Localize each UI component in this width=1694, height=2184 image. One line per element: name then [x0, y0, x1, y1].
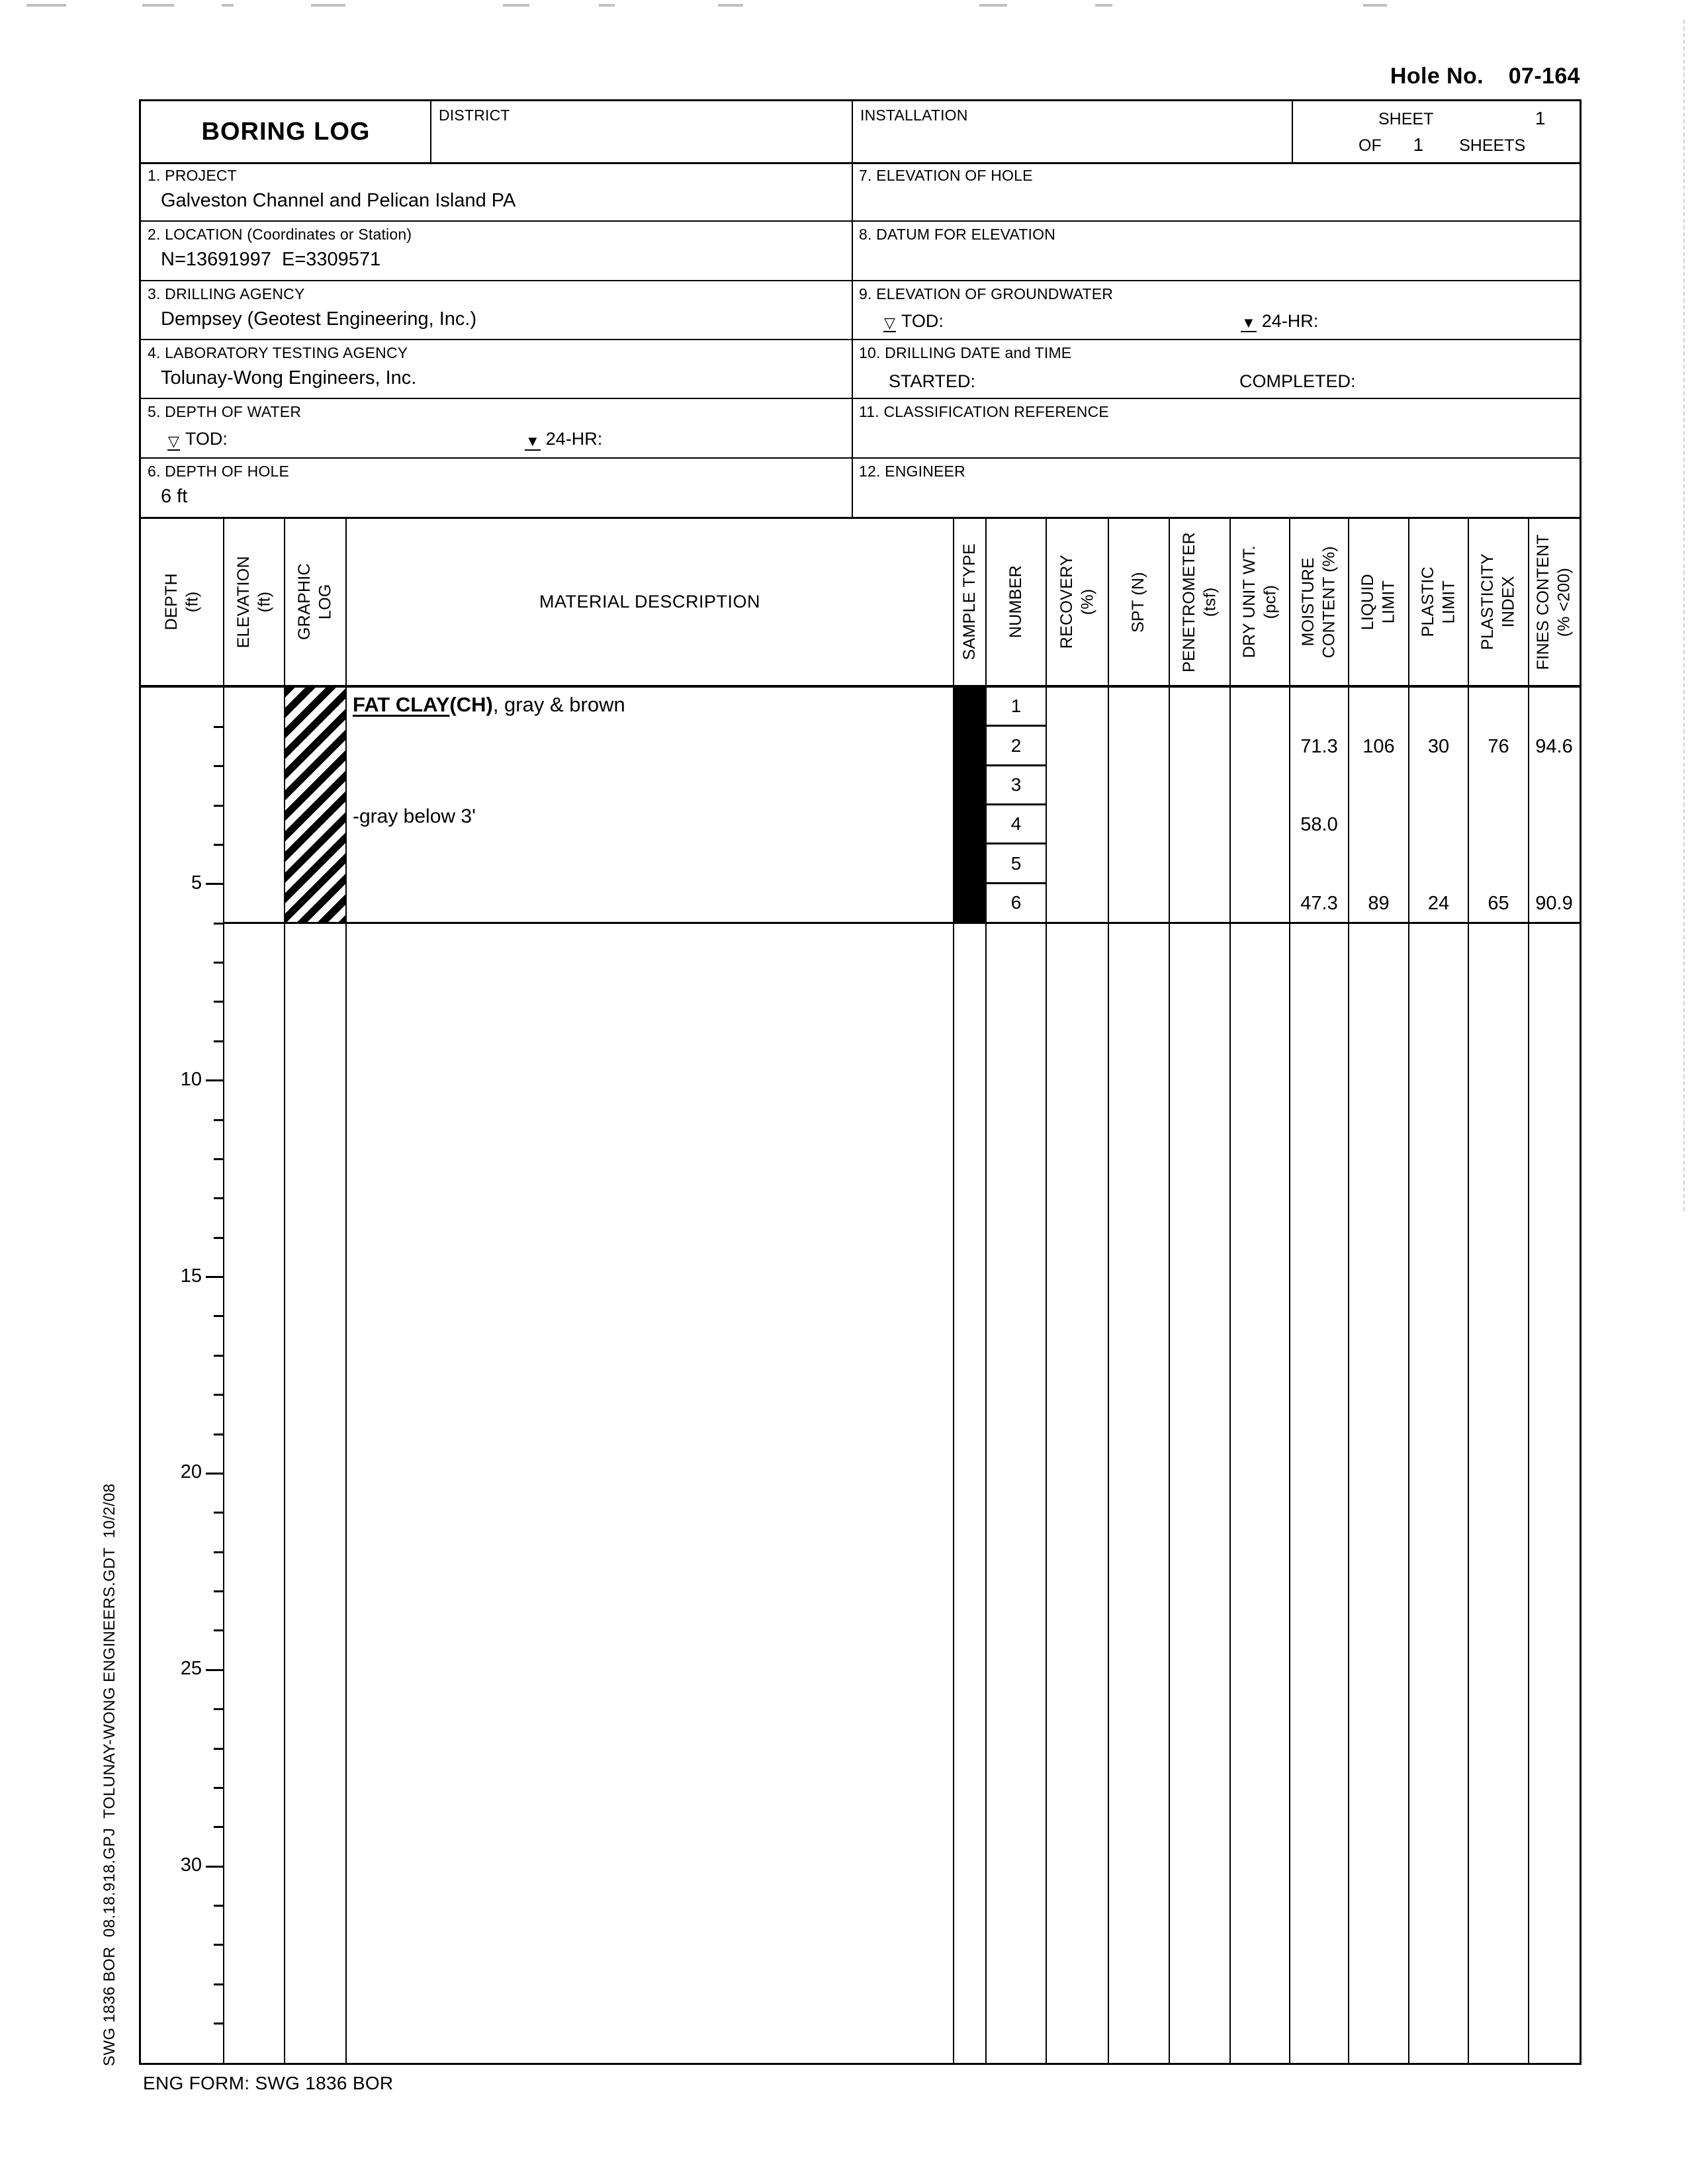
column-header-liquid — [1349, 517, 1409, 687]
column-rule — [1468, 688, 1469, 2063]
scan-noise-dash — [311, 4, 345, 7]
column-rule — [953, 688, 954, 2063]
column-rule — [345, 688, 347, 2063]
field-row — [141, 221, 852, 280]
depth-label: 10 — [180, 1068, 202, 1090]
column-header-line: LIQUID — [1359, 573, 1378, 631]
depth-minor-tick — [214, 1237, 224, 1239]
depth-minor-tick — [214, 1119, 224, 1121]
hr24-water-mark — [525, 429, 602, 450]
depth-minor-tick — [214, 2023, 224, 2025]
district-field: DISTRICT — [439, 107, 510, 124]
field-row-rule — [141, 339, 852, 340]
column-header-fines — [1529, 517, 1580, 687]
column-rule — [985, 517, 987, 687]
divider — [1292, 101, 1293, 162]
field-row-rule — [852, 457, 1580, 459]
scan-noise-dash — [599, 4, 615, 7]
column-rule — [1108, 688, 1109, 2063]
graphic-log-hatch — [285, 688, 346, 923]
sheet-value: 1 — [1535, 108, 1546, 128]
column-rule — [1289, 517, 1290, 687]
depth-minor-tick — [214, 805, 224, 807]
hole-number-value: 07-164 — [1508, 64, 1580, 89]
depth-minor-tick — [214, 1826, 224, 1828]
column-header-line: SPT (N) — [1129, 571, 1148, 633]
column-header-recovery — [1046, 517, 1108, 687]
depth-minor-tick — [214, 1394, 224, 1396]
form-title — [141, 101, 431, 162]
column-rule — [1229, 517, 1231, 687]
scan-noise-dash — [1363, 4, 1387, 7]
sample-number-cell: 2 — [986, 727, 1046, 766]
column-header-line: (pcf) — [1261, 584, 1279, 619]
material-description-segment: (CH) — [449, 693, 493, 716]
field-label: 2. LOCATION (Coordinates or Station) — [148, 226, 412, 244]
depth-minor-tick — [214, 1944, 224, 1946]
field-row — [141, 398, 852, 457]
sheet-of-label: OF — [1359, 136, 1382, 155]
column-rule — [985, 688, 987, 2063]
field-label: 5. DEPTH OF WATER — [148, 403, 302, 421]
field-row — [141, 340, 852, 398]
column-header-text — [294, 563, 336, 640]
column-header-line: ELEVATION — [234, 555, 253, 649]
started-label: STARTED: — [889, 371, 976, 391]
column-rule — [1108, 517, 1109, 687]
column-header-line: MOISTURE — [1299, 557, 1318, 647]
tod-water-mark-label: TOD: — [185, 429, 228, 449]
field-label: 7. ELEVATION OF HOLE — [859, 167, 1033, 184]
form-title-text: BORING LOG — [201, 117, 371, 146]
scan-edge-artifact — [1683, 20, 1685, 1211]
column-rule — [1348, 688, 1349, 2063]
scan-noise-dash — [979, 4, 1007, 7]
column-header-line: GRAPHIC — [295, 563, 314, 641]
field-row-rule — [852, 339, 1580, 340]
column-header-text — [1298, 546, 1340, 659]
material-description-note: -gray below 3' — [353, 805, 476, 827]
sample-number-cell: 4 — [986, 805, 1046, 844]
column-header-number — [986, 517, 1046, 687]
sheets-label: SHEETS — [1459, 136, 1526, 155]
hole-number — [1390, 64, 1580, 89]
column-header-depth — [141, 517, 224, 687]
depth-label: 25 — [180, 1658, 202, 1680]
completed-label: COMPLETED: — [1239, 371, 1356, 391]
column-header-text — [1239, 545, 1281, 658]
depth-minor-tick — [214, 923, 224, 925]
column-header-line: DRY UNIT WT. — [1239, 545, 1259, 659]
depth-minor-tick — [214, 1355, 224, 1357]
column-header-line: NUMBER — [1006, 565, 1025, 639]
depth-label: 20 — [180, 1461, 202, 1483]
sample-number-cell: 6 — [1010, 892, 1022, 913]
field-row — [141, 162, 852, 221]
lab-value-plastic: 30 — [1427, 735, 1450, 757]
column-header-line: INDEX — [1499, 576, 1518, 628]
depth-minor-tick — [214, 844, 224, 846]
tod-water-mark — [883, 311, 944, 332]
field-label: 6. DEPTH OF HOLE — [148, 462, 290, 480]
depth-minor-tick — [214, 1512, 224, 1514]
column-rule — [1046, 688, 1047, 2063]
column-header-text — [1418, 567, 1460, 637]
field-row — [852, 398, 1580, 457]
column-rule — [223, 517, 224, 687]
tod-water-mark — [167, 429, 228, 450]
scan-noise-dash — [1095, 4, 1112, 7]
depth-minor-tick — [214, 1551, 224, 1553]
sheets-total-value: 1 — [1413, 134, 1424, 155]
lab-value-plasticity: 65 — [1488, 893, 1509, 915]
field-row — [852, 221, 1580, 280]
column-header-plasticity — [1468, 517, 1529, 687]
field-label: 8. DATUM FOR ELEVATION — [859, 226, 1056, 244]
right-field-column — [852, 162, 1580, 517]
column-rule — [1528, 517, 1529, 687]
column-rule — [1348, 517, 1349, 687]
depth-major-tick — [206, 883, 224, 885]
depth-major-tick — [206, 1866, 224, 1868]
depth-minor-tick — [214, 1315, 224, 1317]
left-field-column — [141, 162, 852, 517]
field-value: Dempsey (Geotest Engineering, Inc.) — [161, 308, 477, 330]
depth-major-tick — [206, 1276, 224, 1278]
stratum-bottom-line — [224, 922, 1580, 924]
column-header-line: LIMIT — [1439, 580, 1458, 624]
log-table-header — [141, 517, 1580, 687]
column-header-text — [161, 573, 203, 630]
column-header-line: (ft) — [183, 591, 202, 613]
lab-value-liquid: 89 — [1368, 893, 1390, 915]
scan-noise-dash — [222, 4, 234, 7]
column-header-sample-type — [954, 517, 986, 687]
column-header-text — [1006, 565, 1026, 638]
column-header-text — [1358, 574, 1400, 630]
column-header-text — [1478, 553, 1519, 650]
material-description-segment: , gray & brown — [492, 693, 625, 716]
column-rule — [953, 517, 954, 687]
column-header-line: PLASTIC — [1418, 567, 1437, 637]
lab-value-fines: 90.9 — [1535, 893, 1573, 915]
column-header-line: LIMIT — [1379, 580, 1398, 624]
column-header-line: SAMPLE TYPE — [959, 543, 979, 660]
depth-minor-tick — [214, 1983, 224, 1985]
depth-label: 15 — [180, 1265, 202, 1287]
installation-field: INSTALLATION — [860, 107, 968, 124]
column-rule — [1528, 688, 1529, 2063]
field-value: Tolunay-Wong Engineers, Inc. — [161, 367, 417, 388]
column-header-plastic — [1409, 517, 1468, 687]
field-row-rule — [852, 220, 1580, 222]
field-label: 9. ELEVATION OF GROUNDWATER — [859, 285, 1114, 302]
tod-water-mark-label: TOD: — [901, 310, 944, 331]
column-header-graphic — [285, 517, 346, 687]
field-value: N=13691997 E=3309571 — [161, 249, 381, 271]
lab-value-plastic: 24 — [1427, 893, 1450, 915]
column-header-text — [234, 556, 275, 648]
field-label: 10. DRILLING DATE and TIME — [859, 344, 1072, 361]
field-row — [852, 340, 1580, 398]
column-rule — [1169, 688, 1170, 2063]
column-rule — [1408, 517, 1409, 687]
hr24-water-mark-symbol: ▼ — [525, 432, 540, 449]
depth-label: 30 — [180, 1854, 202, 1876]
hr24-water-mark-label: 24-HR: — [1261, 310, 1319, 331]
column-header-line: LOG — [316, 584, 335, 620]
depth-minor-tick — [214, 1158, 224, 1160]
column-header-text — [959, 543, 980, 660]
field-value: Galveston Channel and Pelican Island PA — [161, 190, 516, 211]
column-rule — [223, 688, 224, 2063]
column-header-text — [1533, 534, 1575, 670]
depth-minor-tick — [214, 1905, 224, 1907]
field-row-rule — [141, 220, 852, 222]
hr24-water-mark-symbol: ▼ — [1241, 314, 1256, 331]
column-header-text: MATERIAL DESCRIPTION — [539, 592, 761, 612]
depth-major-tick — [206, 1669, 224, 1671]
depth-minor-tick — [214, 1787, 224, 1789]
depth-minor-tick — [214, 1040, 224, 1042]
field-row — [852, 162, 1580, 221]
column-header-moisture — [1290, 517, 1349, 687]
column-header-line: RECOVERY — [1057, 555, 1076, 649]
scan-noise-dash — [142, 4, 174, 7]
field-row — [141, 458, 852, 517]
column-header-spt — [1108, 517, 1169, 687]
lab-value-fines: 94.6 — [1535, 735, 1573, 757]
column-header-line: PLASTICITY — [1478, 553, 1497, 651]
depth-minor-tick — [214, 962, 224, 964]
hole-number-label: Hole No. — [1390, 64, 1484, 89]
depth-major-tick — [206, 1473, 224, 1475]
field-value: 6 ft — [161, 485, 188, 507]
form-number-footer: ENG FORM: SWG 1836 BOR — [143, 2073, 394, 2093]
field-row-rule — [141, 457, 852, 459]
field-label: 12. ENGINEER — [859, 462, 965, 480]
depth-minor-tick — [214, 1001, 224, 1003]
field-label: 1. PROJECT — [148, 167, 237, 184]
column-rule — [284, 517, 285, 687]
column-header-line: (tsf) — [1200, 587, 1219, 617]
field-label: 4. LABORATORY TESTING AGENCY — [148, 344, 408, 361]
column-rule — [1046, 517, 1047, 687]
column-header-elevation — [224, 517, 285, 687]
divider — [430, 101, 431, 162]
sample-number-cell: 3 — [986, 766, 1046, 805]
column-rule — [1408, 688, 1409, 2063]
depth-minor-tick — [214, 765, 224, 767]
depth-minor-tick — [214, 1590, 224, 1592]
depth-minor-tick — [214, 1433, 224, 1435]
depth-minor-tick — [214, 1629, 224, 1631]
column-header-material — [346, 517, 954, 687]
column-header-line: (%) — [1078, 588, 1096, 615]
column-header-dry-unit — [1230, 517, 1290, 687]
column-header-line: FINES CONTENT — [1534, 533, 1553, 670]
file-info-sidebar: SWG 1836 BOR 08.18.918.GPJ TOLUNAY-WONG ENGINEERS.GDT 10/2/08 — [101, 1483, 118, 2066]
column-header-line: (% <200) — [1554, 567, 1574, 637]
column-header-line: PENETROMETER — [1179, 531, 1198, 672]
scan-noise-dash — [26, 4, 66, 7]
depth-minor-tick — [214, 1748, 224, 1750]
depth-minor-tick — [214, 726, 224, 728]
field-label: 11. CLASSIFICATION REFERENCE — [859, 403, 1109, 421]
lab-value-moisture: 47.3 — [1300, 893, 1338, 915]
sample-number-cell: 1 — [986, 688, 1046, 727]
field-row-rule — [141, 280, 852, 281]
field-row-rule — [852, 280, 1580, 281]
tod-water-mark-symbol: ▽ — [884, 314, 895, 331]
column-rule — [1229, 688, 1231, 2063]
column-rule — [1169, 517, 1170, 687]
field-row — [852, 281, 1580, 340]
field-row — [852, 458, 1580, 517]
field-row-rule — [852, 398, 1580, 399]
field-row-rule — [141, 398, 852, 399]
scan-noise-dash — [503, 4, 529, 7]
depth-label: 5 — [191, 872, 202, 893]
lab-value-moisture: 71.3 — [1300, 735, 1338, 757]
lab-value-moisture: 58.0 — [1300, 814, 1338, 836]
log-table-data — [141, 688, 1580, 2063]
column-header-line: CONTENT (%) — [1319, 545, 1339, 659]
column-header-line: (ft) — [255, 591, 273, 613]
depth-major-tick — [206, 1079, 224, 1081]
scan-noise-dash — [718, 4, 743, 7]
hr24-water-mark — [1241, 311, 1318, 332]
lab-value-liquid: 106 — [1362, 735, 1395, 757]
column-rule — [345, 517, 347, 687]
column-header-penetrometer — [1169, 517, 1230, 687]
material-description-segment: FAT CLAY — [353, 693, 450, 716]
sample-type-bar — [954, 688, 986, 923]
hr24-water-mark-label: 24-HR: — [545, 429, 603, 449]
field-label: 3. DRILLING AGENCY — [148, 285, 305, 302]
column-header-text — [1179, 532, 1221, 672]
sheet-label: SHEET — [1378, 110, 1433, 128]
tod-water-mark-symbol: ▽ — [168, 432, 179, 449]
depth-minor-tick — [214, 1708, 224, 1710]
material-description — [353, 693, 625, 717]
form-box — [139, 99, 1582, 2065]
column-rule — [284, 688, 285, 2063]
column-rule — [1289, 688, 1290, 2063]
depth-minor-tick — [214, 1197, 224, 1199]
field-row — [141, 281, 852, 340]
column-rule — [1468, 517, 1469, 687]
column-header-line: DEPTH — [162, 573, 181, 631]
sample-number-cell: 5 — [986, 844, 1046, 884]
sheet-box — [1292, 101, 1580, 162]
lab-value-plasticity: 76 — [1488, 735, 1509, 757]
column-header-text — [1057, 555, 1098, 649]
column-header-text — [1128, 572, 1149, 633]
